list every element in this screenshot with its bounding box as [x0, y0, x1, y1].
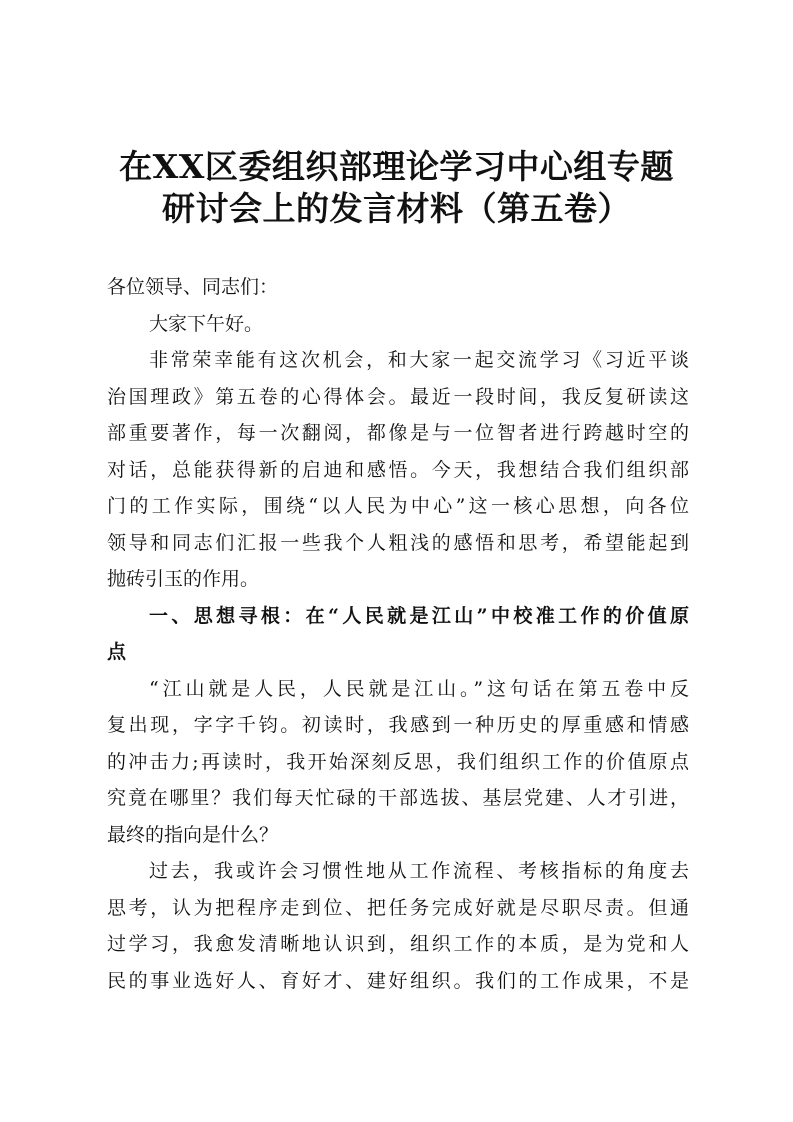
salutation: 各位领导、同志们： [107, 276, 279, 298]
paragraph-line: 复出现，字字千钧。初读时，我感到一种历史的厚重感和情感 [107, 714, 689, 736]
paragraph-reflection [107, 853, 689, 999]
paragraph-line: 最终的指向是什么？ [107, 823, 279, 846]
section-heading-1 [107, 598, 689, 671]
heading-line: 一、思想寻根：在“人民就是江山”中校准工作的价值原 [149, 604, 689, 627]
paragraph-line: 治国理政》第五卷的心得体会。最近一段时间，我反复研读这 [107, 385, 689, 408]
paragraph-line: 思考，认为把程序走到位、把任务完成好就是尽职尽责。但通 [107, 896, 689, 919]
paragraph-line: 对话，总能获得新的启迪和感悟。今天，我想结合我们组织部 [107, 458, 689, 481]
paragraph-line: “江山就是人民，人民就是江山。”这句话在第五卷中反 [149, 677, 689, 700]
paragraph-people-is-country [107, 671, 689, 854]
paragraph-line: 部重要著作，每一次翻阅，都像是与一位智者进行跨越时空的 [107, 422, 689, 444]
paragraph-line: 的冲击力;再读时，我开始深刻反思，我们组织工作的价值原点 [107, 750, 689, 773]
paragraph-line: 非常荣幸能有这次机会，和大家一起交流学习《习近平谈 [149, 349, 689, 371]
heading-line: 点 [107, 641, 127, 663]
paragraph-line: 过去，我或许会习惯性地从工作流程、考核指标的角度去 [149, 860, 689, 882]
greeting: 大家下午好。 [149, 312, 264, 335]
paragraph-intro [107, 342, 689, 598]
paragraph-line: 抛砖引玉的作用。 [107, 568, 260, 590]
document-body [107, 269, 689, 999]
document-title-line-1: 在XX区委组织部理论学习中心组专题 [119, 147, 674, 186]
document-title-line-2: 研讨会上的发言材料（第五卷） [162, 189, 631, 228]
paragraph-line: 究竟在哪里？我们每天忙碌的干部选拔、基层党建、人才引进， [107, 787, 689, 809]
paragraph-line: 门的工作实际，围绕“以人民为中心”这一核心思想，向各位 [107, 495, 689, 517]
paragraph-line: 过学习，我愈发清晰地认识到，组织工作的本质，是为党和人 [107, 933, 689, 955]
paragraph-line: 民的事业选好人、育好才、建好组织。我们的工作成果，不是 [107, 969, 689, 992]
paragraph-line: 领导和同志们汇报一些我个人粗浅的感悟和思考，希望能起到 [107, 531, 689, 554]
